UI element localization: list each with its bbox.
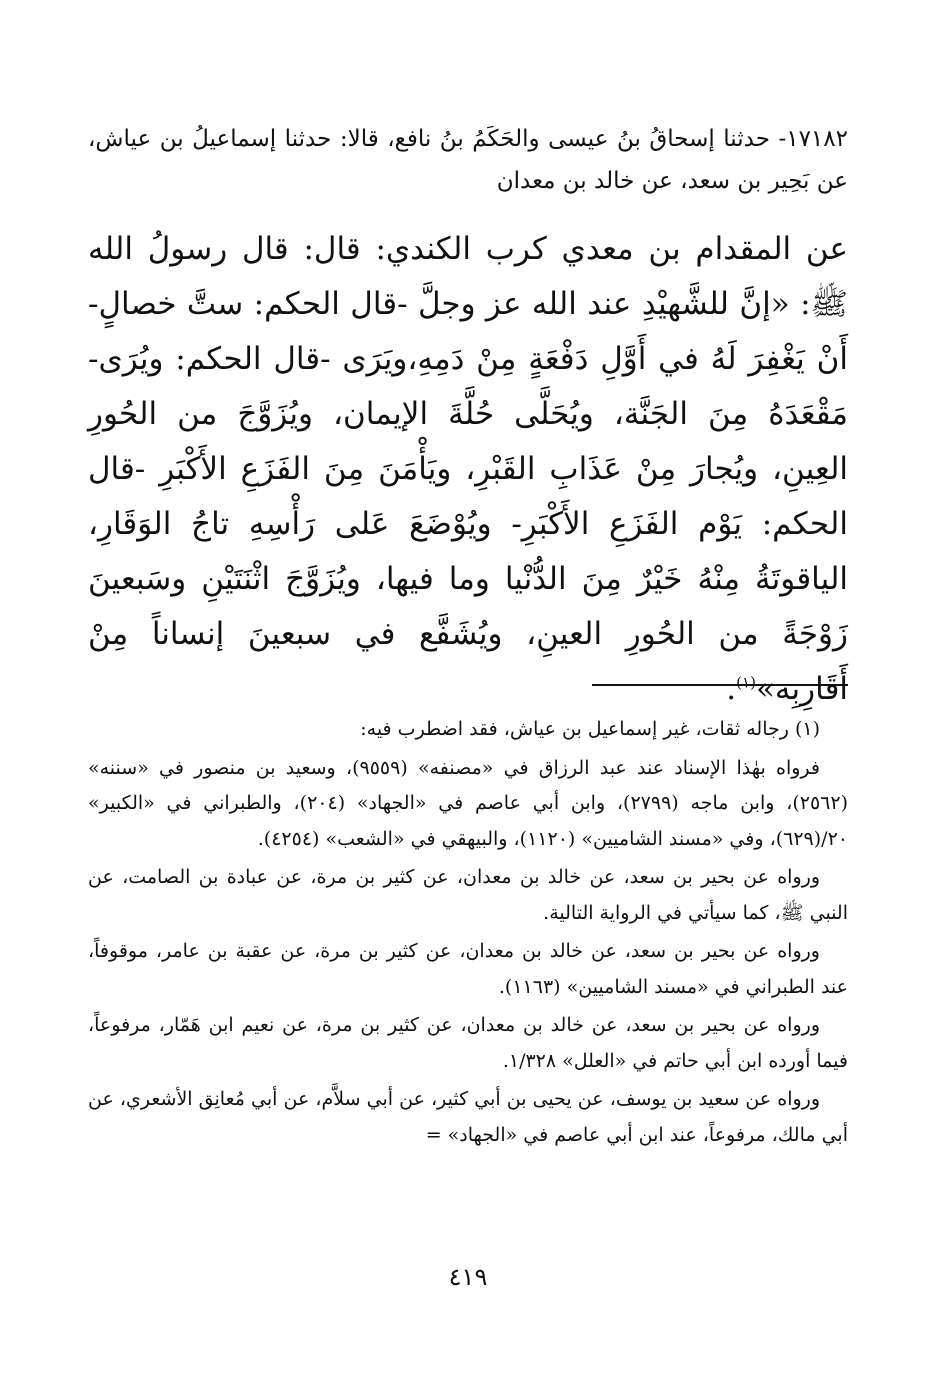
hadith-matn <box>88 222 848 717</box>
book-page <box>88 0 848 1374</box>
footnotes <box>88 712 848 1156</box>
footnote-paragraph: ورواه عن بحير بن سعد، عن خالد بن معدان، عن كثير بن مرة، عن نعيم ابن هَمّار، مرفوعاً، فيما أورده ابن أبي حاتم في «العلل» ١/٣٢٨. <box>88 1014 848 1072</box>
hadith-matn-end: . <box>726 671 737 707</box>
footnote-reference: (١) <box>736 673 756 692</box>
footnote-separator <box>592 684 848 686</box>
page-number: ٤١٩ <box>448 1263 488 1291</box>
footnote-intro: (١) رجاله ثقات، غير إسماعيل بن عياش، فقد اضطرب فيه: <box>360 718 820 740</box>
hadith-matn-text: عن المقدام بن معدي كرب الكندي: قال: قال رسولُ الله ﷺ: «إنَّ للشَّهيْدِ عند الله عز وجلَّ -قال الحكم: ستَّ خصالٍ- أَنْ يَغْفِرَ لَهُ في أَوَّلِ دَفْعَةٍ مِنْ دَمِهِ،ويَرَى -قال الحكم: ويُرَى- مَقْعَدَهُ مِنَ الجَنَّة، ويُحَلَّى حُلَّةَ الإيمان، ويُزَوَّجَ من الحُورِ العِينِ، ويُجارَ مِنْ عَذَابِ القَبْرِ، ويَأْمَنَ مِنَ الفَزَعِ الأَكْبَرِ -قال الحكم: يَوْم الفَزَعِ الأَكْبَرِ- ويُوْضَعَ عَلى رَأْسِهِ تاجُ الوَقَارِ، الياقوتَةُ مِنْهُ خَيْرٌ مِنَ الدُّنْيا وما فيها، ويُزَوَّجَ اثْنَتَيْنِ وسَبعينَ زَوْجَةً من الحُورِ العينِ، ويُشَفَّع في سبعينَ إنساناً مِنْ أَقَارِبِه» <box>88 231 848 707</box>
hadith-isnad: ١٧١٨٢- حدثنا إسحاقُ بنُ عيسى والحَكَمُ بنُ نافع، قالا: حدثنا إسماعيلُ بن عياش، عن بَحِير بن سعد، عن خالد بن معدان <box>88 126 848 194</box>
footnote-paragraph: ورواه عن بحير بن سعد، عن خالد بن معدان، عن كثير بن مرة، عن عبادة بن الصامت، عن النبي ﷺ، كما سيأتي في الرواية التالية. <box>88 866 848 924</box>
footnote-paragraph: فرواه بهٰذا الإسناد عند عبد الرزاق في «مصنفه» (٩٥٥٩)، وسعيد بن منصور في «سننه» (٢٥٦٢)، وابن ماجه (٢٧٩٩)، وابن أبي عاصم في «الجهاد» (٢٠٤)، والطبراني في «الكبير» ٢٠/(٦٢٩)، وفي «مسند الشاميين» (١١٢٠)، والبيهقي في «الشعب» (٤٢٥٤). <box>88 756 848 850</box>
footnote-paragraph: ورواه عن سعيد بن يوسف، عن يحيى بن أبي كثير، عن أبي سلاَّم، عن أبي مُعانِق الأشعري، عن أبي مالك، مرفوعاً، عند ابن أبي عاصم في «الجهاد» = <box>88 1088 848 1146</box>
footnote-paragraph: ورواه عن بحير بن سعد، عن خالد بن معدان، عن كثير بن مرة، عن عقبة بن عامر، موقوفاً، عند الطبراني في «مسند الشاميين» (١١٦٣). <box>88 940 848 998</box>
